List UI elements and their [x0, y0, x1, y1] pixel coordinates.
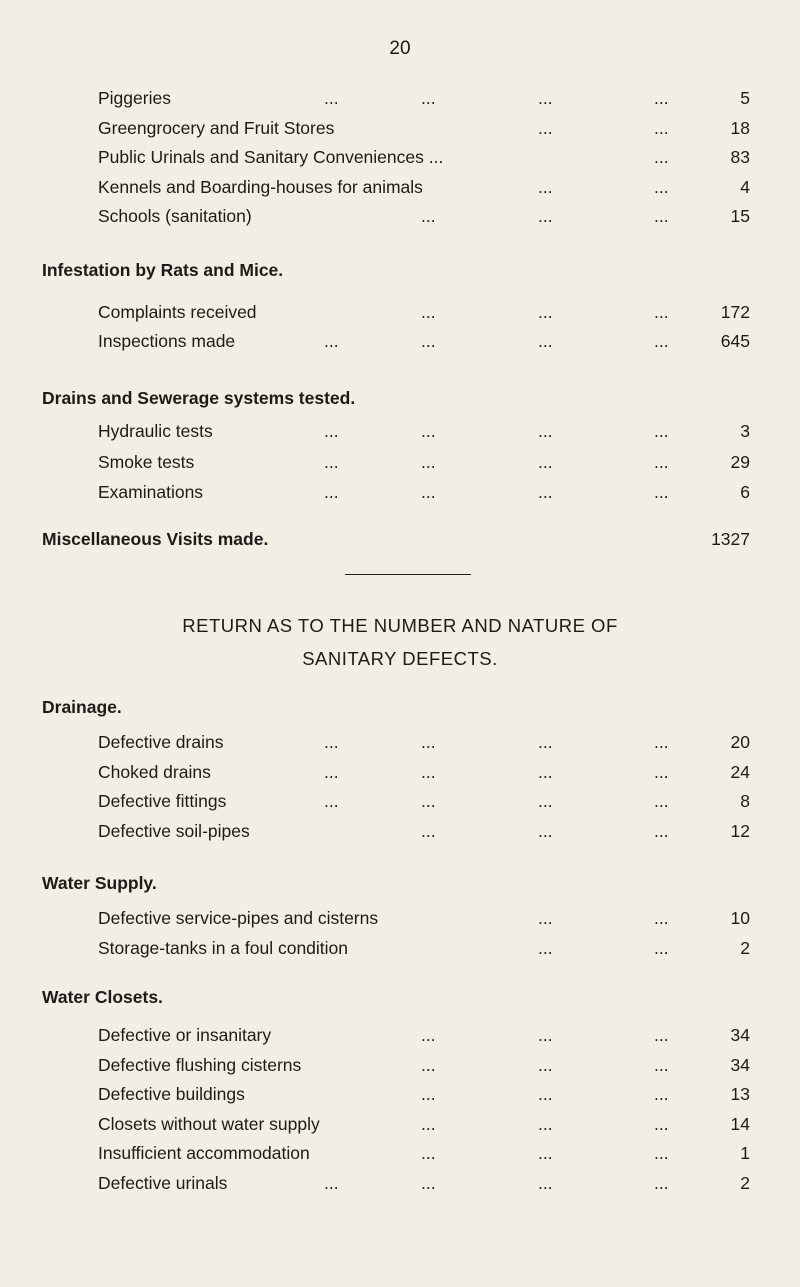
list-row: [98, 144, 750, 170]
row-value: 3: [740, 421, 750, 441]
dot-leader: ...: [421, 820, 436, 841]
dot-leader: ...: [654, 482, 669, 502]
dot-leader: ...: [538, 421, 553, 441]
dot-leader: ...: [538, 451, 553, 472]
row-value: 8: [740, 791, 750, 811]
section-divider: [345, 574, 471, 575]
row-label: Smoke tests: [98, 451, 195, 472]
row-label: Inspections made: [98, 331, 236, 351]
misc-visits-row: [42, 526, 750, 552]
dot-leader: ...: [421, 1084, 436, 1105]
row-label: Defective urinals: [98, 1173, 228, 1193]
list-row: [98, 1111, 750, 1137]
dot-leaders: [98, 729, 750, 755]
row-value: 83: [730, 147, 750, 167]
dot-leader: ...: [654, 1084, 669, 1105]
dot-leader: ...: [421, 1025, 436, 1045]
list-row: [98, 115, 750, 141]
dot-leader: ...: [421, 451, 436, 472]
dot-leader: ...: [324, 421, 339, 441]
row-value: 20: [730, 732, 750, 752]
dot-leaders: [98, 85, 750, 111]
drainage-heading: Drainage.: [42, 697, 122, 717]
dot-leader: ...: [324, 1173, 339, 1193]
row-label: Choked drains: [98, 761, 211, 782]
list-row: [98, 449, 750, 475]
row-label: Closets without water supply: [98, 1113, 320, 1134]
row-label: Defective flushing cisterns: [98, 1054, 302, 1075]
row-value: 6: [740, 482, 750, 502]
dot-leaders: [98, 144, 750, 170]
dot-leader: ...: [654, 176, 669, 197]
dot-leader: ...: [538, 1143, 553, 1164]
row-label: Defective drains: [98, 732, 224, 752]
list-row: [98, 935, 750, 961]
dot-leader: ...: [538, 908, 553, 928]
row-value: 645: [720, 331, 750, 351]
row-label: Complaints received: [98, 302, 257, 322]
dot-leaders: [98, 1022, 750, 1048]
dot-leader: ...: [654, 1113, 669, 1134]
dot-leaders: [98, 299, 750, 325]
row-value: 14: [730, 1113, 750, 1134]
list-row: [98, 479, 750, 505]
row-value: 2: [740, 937, 750, 958]
dot-leader: ...: [538, 88, 553, 108]
dot-leader: ...: [421, 88, 436, 108]
dot-leader: ...: [654, 1054, 669, 1075]
row-label: Storage-tanks in a foul condition: [98, 937, 349, 958]
row-value: 10: [730, 908, 750, 928]
dot-leader: ...: [654, 1143, 669, 1164]
dot-leader: ...: [324, 482, 339, 502]
dot-leaders: [98, 479, 750, 505]
dot-leader: ...: [324, 791, 339, 811]
list-row: [98, 85, 750, 111]
dot-leader: ...: [538, 331, 553, 351]
row-value: 34: [730, 1054, 750, 1075]
dot-leader: ...: [538, 176, 553, 197]
dot-leader: ...: [421, 732, 436, 752]
dot-leader: ...: [538, 1113, 553, 1134]
dot-leaders: [98, 203, 750, 229]
water-supply-heading: Water Supply.: [42, 873, 157, 893]
list-row: [98, 818, 750, 844]
dot-leader: ...: [654, 732, 669, 752]
row-label: Schools (sanitation): [98, 206, 252, 226]
dot-leaders: [98, 1081, 750, 1107]
dot-leaders: [98, 759, 750, 785]
dot-leaders: [98, 174, 750, 200]
row-value: 172: [720, 302, 750, 322]
dot-leader: ...: [654, 206, 669, 226]
list-row: [98, 1140, 750, 1166]
return-title-line1: RETURN AS TO THE NUMBER AND NATURE OF: [182, 615, 618, 636]
dot-leader: ...: [421, 1173, 436, 1193]
dot-leader: ...: [538, 791, 553, 811]
dot-leaders: [98, 1052, 750, 1078]
dot-leader: ...: [421, 421, 436, 441]
row-value: 4: [740, 176, 750, 197]
dot-leader: ...: [654, 908, 669, 928]
dot-leader: ...: [538, 1025, 553, 1045]
dot-leader: ...: [538, 1173, 553, 1193]
row-label: Defective or insanitary: [98, 1025, 272, 1045]
list-row: [98, 328, 750, 354]
dot-leader: ...: [538, 732, 553, 752]
dot-leader: ...: [421, 331, 436, 351]
dot-leader: ...: [421, 1054, 436, 1075]
row-value: 24: [730, 761, 750, 782]
dot-leader: ...: [324, 451, 339, 472]
row-label: Kennels and Boarding-houses for animals: [98, 176, 423, 197]
dot-leaders: [98, 818, 750, 844]
dot-leaders: [98, 418, 750, 444]
misc-visits-label: Miscellaneous Visits made.: [42, 529, 269, 549]
dot-leader: ...: [421, 1143, 436, 1164]
dot-leader: ...: [538, 937, 553, 958]
dot-leaders: [98, 449, 750, 475]
dot-leaders: [98, 905, 750, 931]
dot-leaders: [98, 115, 750, 141]
list-row: [98, 299, 750, 325]
list-row: [98, 788, 750, 814]
dot-leader: ...: [538, 206, 553, 226]
list-row: [98, 1170, 750, 1196]
dot-leader: ...: [421, 482, 436, 502]
dot-leader: ...: [654, 331, 669, 351]
dot-leader: ...: [654, 147, 669, 167]
dot-leader: ...: [538, 482, 553, 502]
dot-leader: ...: [538, 1084, 553, 1105]
dot-leader: ...: [324, 732, 339, 752]
dot-leader: ...: [654, 451, 669, 472]
dot-leader: ...: [421, 302, 436, 322]
dot-leaders: [98, 328, 750, 354]
dot-leader: ...: [654, 421, 669, 441]
row-label: Public Urinals and Sanitary Conveniences ...: [98, 147, 444, 167]
row-label: Greengrocery and Fruit Stores: [98, 117, 335, 138]
row-value: 2: [740, 1173, 750, 1193]
dot-leader: ...: [538, 1054, 553, 1075]
dot-leader: ...: [421, 206, 436, 226]
list-row: [98, 905, 750, 931]
rats-heading: Infestation by Rats and Mice.: [42, 260, 284, 280]
list-row: [98, 1081, 750, 1107]
dot-leader: ...: [538, 820, 553, 841]
dot-leader: ...: [654, 1173, 669, 1193]
dot-leader: ...: [421, 761, 436, 782]
row-label: Defective soil-pipes: [98, 820, 250, 841]
list-row: [98, 418, 750, 444]
dot-leader: ...: [654, 1025, 669, 1045]
return-title-line2: SANITARY DEFECTS.: [302, 648, 498, 669]
row-value: 34: [730, 1025, 750, 1045]
page-number: 20: [389, 38, 411, 59]
dot-leader: ...: [654, 820, 669, 841]
row-value: 1: [740, 1143, 750, 1164]
row-value: 5: [740, 88, 750, 108]
list-row: [98, 729, 750, 755]
dot-leader: ...: [654, 937, 669, 958]
dot-leaders: [98, 1140, 750, 1166]
dot-leader: ...: [324, 88, 339, 108]
row-value: 18: [730, 117, 750, 138]
list-row: [98, 203, 750, 229]
row-label: Examinations: [98, 482, 204, 502]
misc-visits-value: 1327: [711, 529, 750, 549]
dot-leader: ...: [654, 791, 669, 811]
dot-leader: ...: [654, 117, 669, 138]
row-label: Hydraulic tests: [98, 421, 213, 441]
row-value: 29: [730, 451, 750, 472]
list-row: [98, 759, 750, 785]
water-closets-heading: Water Closets.: [42, 987, 163, 1007]
list-row: [98, 1022, 750, 1048]
row-value: 13: [730, 1084, 750, 1105]
dot-leaders: [98, 935, 750, 961]
row-value: 12: [730, 820, 750, 841]
row-label: Defective buildings: [98, 1084, 245, 1105]
dot-leader: ...: [538, 302, 553, 322]
dot-leaders: [98, 1111, 750, 1137]
dot-leader: ...: [324, 331, 339, 351]
row-label: Piggeries: [98, 88, 171, 108]
dot-leaders: [98, 788, 750, 814]
dot-leader: ...: [654, 302, 669, 322]
dot-leader: ...: [324, 761, 339, 782]
list-row: [98, 1052, 750, 1078]
row-label: Defective service-pipes and cisterns: [98, 908, 379, 928]
dot-leader: ...: [421, 1113, 436, 1134]
row-label: Insufficient accommodation: [98, 1143, 310, 1164]
list-row: [98, 174, 750, 200]
dot-leader: ...: [654, 761, 669, 782]
row-label: Defective fittings: [98, 791, 227, 811]
drains-tested-heading: Drains and Sewerage systems tested.: [42, 388, 356, 408]
dot-leader: ...: [654, 88, 669, 108]
dot-leader: ...: [538, 117, 553, 138]
dot-leaders: [98, 1170, 750, 1196]
row-value: 15: [730, 206, 750, 226]
dot-leader: ...: [421, 791, 436, 811]
dot-leader: ...: [538, 761, 553, 782]
